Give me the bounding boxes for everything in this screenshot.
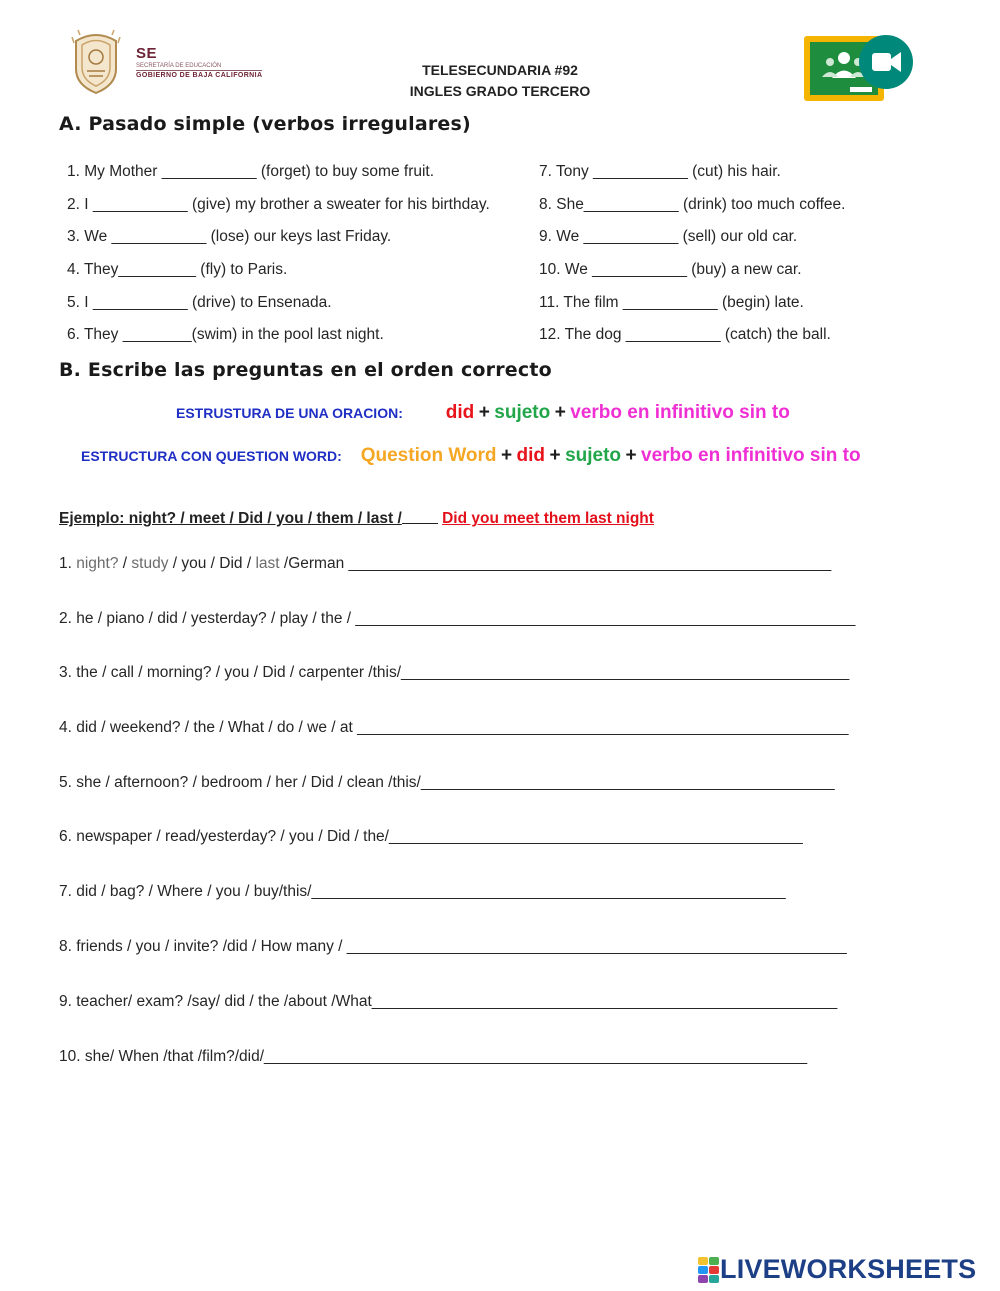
example-label: Ejemplo: night? / meet / Did / you / them / last /: [59, 510, 402, 527]
se-acronym: SE: [136, 45, 158, 62]
example-row: [59, 510, 654, 528]
formula-plus: +: [554, 402, 566, 423]
exercise-a-12: 12. The dog ___________ (catch) the ball.: [539, 326, 831, 343]
question-3: 3. the / call / morning? / you / Did / carpenter /this/____________________________________________________: [59, 664, 850, 681]
exercise-a-10: 10. We ___________ (buy) a new car.: [539, 261, 802, 278]
word-night: night?: [76, 555, 119, 572]
formula-plus: +: [549, 445, 561, 466]
brand-name: LIVEWORKSHEETS: [720, 1254, 977, 1284]
word-last: last: [255, 555, 280, 572]
separator: /: [118, 555, 132, 572]
word-study: study: [131, 555, 169, 572]
formula-plus: +: [625, 445, 637, 466]
question-number: 1.: [59, 555, 77, 572]
exercise-a-8: 8. She___________ (drink) too much coffee.: [539, 196, 846, 213]
separator: / you / Did /: [168, 555, 256, 572]
government-seal-icon: [70, 27, 122, 95]
formula-plus: +: [500, 445, 513, 466]
formula-verb: verbo en infinitivo sin to: [570, 402, 790, 423]
school-header: [300, 60, 700, 102]
section-b-title: B. Escribe las preguntas en el orden correcto: [59, 359, 552, 381]
liveworksheets-logo: [698, 1254, 976, 1285]
exercise-a-11: 11. The film ___________ (begin) late.: [539, 294, 804, 311]
question-tail: /German ________________________________________________________: [279, 555, 832, 572]
formula-did: did: [516, 445, 546, 466]
question-2: 2. he / piano / did / yesterday? / play / the / __________________________________________________________: [59, 610, 856, 627]
question-1: [59, 555, 831, 573]
formula-question-word: Question Word: [360, 445, 497, 466]
school-name: TELESECUNDARIA #92: [422, 62, 578, 78]
government-name: GOBIERNO DE BAJA CALIFORNIA: [136, 72, 263, 79]
exercise-a-7: 7. Tony ___________ (cut) his hair.: [539, 163, 781, 180]
example-answer: Did you meet them last night: [442, 510, 654, 527]
question-7: 7. did / bag? / Where / you / buy/this/_______________________________________________________: [59, 883, 786, 900]
question-4: 4. did / weekend? / the / What / do / we / at _________________________________________________________: [59, 719, 849, 736]
exercise-a-4: 4. They_________ (fly) to Paris.: [67, 261, 288, 278]
formula-plus: +: [478, 402, 490, 423]
exercise-a-3: 3. We ___________ (lose) our keys last Friday.: [67, 228, 392, 245]
question-5: 5. she / afternoon? / bedroom / her / Did / clean /this/________________________________________________: [59, 774, 835, 791]
formula-subject: sujeto: [494, 402, 551, 423]
question-9: 9. teacher/ exam? /say/ did / the /about /What______________________________________________________: [59, 993, 838, 1010]
exercise-a-2: 2. I ___________ (give) my brother a sweater for his birthday.: [67, 196, 490, 213]
course-name: INGLES GRADO TERCERO: [409, 83, 591, 99]
formula-subject: sujeto: [565, 445, 622, 466]
google-classroom-meet-icon: [802, 33, 914, 105]
exercise-a-6: 6. They ________(swim) in the pool last night.: [67, 326, 384, 343]
question-8: 8. friends / you / invite? /did / How many / __________________________________________________________: [59, 938, 847, 955]
structure-label: ESTRUCTURA CON QUESTION WORD:: [81, 448, 342, 464]
example-gap: [402, 523, 438, 524]
se-subtitle: SECRETARÍA DE EDUCACIÓN: [136, 63, 222, 69]
exercise-a-1: 1. My Mother ___________ (forget) to buy some fruit.: [67, 163, 435, 180]
section-a-title: A. Pasado simple (verbos irregulares): [59, 113, 471, 135]
exercise-a-9: 9. We ___________ (sell) our old car.: [539, 228, 798, 245]
question-6: 6. newspaper / read/yesterday? / you / Did / the/________________________________________________: [59, 828, 803, 845]
se-logo: [136, 46, 262, 81]
liveworksheets-logo-icon: [698, 1257, 720, 1283]
sentence-structure: [176, 402, 790, 424]
structure-label: ESTRUSTURA DE UNA ORACION:: [176, 405, 403, 421]
question-word-structure: [81, 445, 861, 467]
exercise-a-5: 5. I ___________ (drive) to Ensenada.: [67, 294, 332, 311]
formula-did: did: [445, 402, 475, 423]
question-10: 10. she/ When /that /film?/did/_______________________________________________________________: [59, 1048, 808, 1065]
formula-verb: verbo en infinitivo sin to: [641, 445, 861, 466]
